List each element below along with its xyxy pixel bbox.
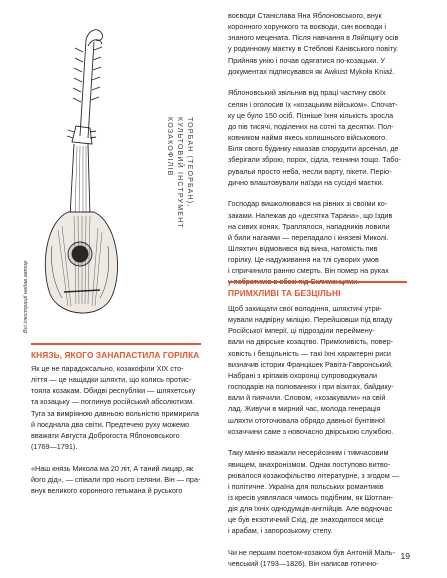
- caption-line: КОЗАКОФІЛІВ: [166, 117, 173, 177]
- paragraph: [228, 198, 408, 287]
- text-line: зберігали зброю, порох, сідла, технини тощо. Табо-: [228, 155, 401, 165]
- illustration-credit: Всі ілюстрації надав автор: [23, 260, 29, 333]
- text-line: знаного мецената. Після навчання в Ляйпцигу осів: [228, 33, 399, 43]
- text-line: воєводи Станіслава Яна Яблоновського, внук: [228, 11, 382, 20]
- text-line: Набрані з кріпаків охоронці супроводжували: [228, 370, 377, 380]
- text-line: його дід», — співали про нього селяни. Він — пра-: [31, 474, 201, 484]
- text-line: й поєднала два світи. Предтечею руху можемо: [31, 419, 190, 429]
- text-line: внук великого коронного гетьмана й руського: [31, 486, 183, 496]
- text-line: вали й пиячили. Словом, «козакували» на свій: [228, 393, 386, 403]
- page-number: 19: [400, 551, 410, 561]
- text-line: та козацьку — поглинув російський абсолютизм.: [31, 397, 195, 407]
- text-line: ковником наймя якесь колишнього військового.: [228, 133, 388, 143]
- text-line: чевський (1793—1826). Він написав готично-: [228, 559, 379, 569]
- text-line: Російської імперії, ці підрозділи переймену-: [228, 326, 375, 336]
- section-heading: КНЯЗЬ, ЯКОГО ЗАНАПАСТИЛА ГОРІЛКА: [31, 350, 200, 360]
- right-column-bottom: [228, 303, 408, 569]
- right-column-top: [228, 10, 408, 288]
- text-line: Як це не парадоксально, козакофіли XIX сто-: [31, 364, 184, 373]
- text-line: горілку. Це надуживання на тлі суворих умов: [228, 255, 379, 265]
- paragraph: [31, 363, 201, 452]
- text-line: Біля свого будинку наказав спорудити арсенал, де: [228, 144, 399, 154]
- text-line: визначив історик Францішек Равіта-Гавронський.: [228, 359, 393, 369]
- text-line: Таку манію вважали несерйозним і тимчасовим: [228, 448, 389, 458]
- illustration-caption: [164, 117, 194, 327]
- text-line: дично влаштовували наїзди на сусідні маєтки.: [228, 177, 384, 187]
- text-line: ховість і безцільність — такі їхні характерні риси: [228, 348, 391, 358]
- left-column: [31, 363, 201, 496]
- text-line: на сивих конях. Траплялося, нападників ловили: [228, 221, 390, 231]
- text-line: Яблоновський звільнив від праці частину своїх: [228, 88, 386, 98]
- paragraph: [228, 447, 408, 536]
- text-line: дія для їхніх однодумців-англійців. Але водночас: [228, 504, 393, 514]
- text-line: Щоб захищати свої володіння, шляхтичі утри-: [228, 304, 383, 313]
- text-line: Господар вишколювався на рівних зі своїми ко-: [228, 199, 388, 209]
- text-line: шляхти ототочювала обрядо давньої бунтівної: [228, 415, 386, 425]
- text-line: селян і оголосив їх «козацьким військом». Спочат-: [228, 99, 398, 109]
- text-line: козаччини саме з новочасно двірською службою.: [228, 426, 394, 436]
- text-line: і арабам, і запорозькому степу.: [228, 526, 333, 536]
- caption-line: КУЛЬТОВИЙ ІНСТРУМЕНТ: [176, 117, 183, 229]
- section-heading: ПРИМХЛИВІ ТА БЕЗЦІЛЬНІ: [228, 288, 341, 298]
- text-line: коронного хорунжого та воєводи, син воєводи і: [228, 22, 386, 32]
- text-line: явищем, анахронізмом. Однак поступово витво-: [228, 459, 391, 469]
- text-line: документах підписувався як Awkust Mykoła Kniaź.: [228, 66, 395, 76]
- paragraph: [31, 463, 201, 496]
- text-line: у родинному маєтку в Стеблові Канівського повіту.: [228, 44, 399, 54]
- text-line: ліття — це нащадки шляхти, що колись протис-: [31, 375, 192, 385]
- text-line: це був екзотичний Схід, де знаходилося місце: [228, 515, 384, 525]
- text-line: заками. Належав до «десятка Тарана», що їздив: [228, 210, 393, 220]
- text-line: Туга за вимріяною давньою вольністю примирила: [31, 408, 199, 418]
- text-line: «Наш князь Микола ма 20 літ, А таний лицар, як: [31, 463, 194, 473]
- paragraph: [228, 87, 408, 187]
- text-line: (1769—1791).: [31, 442, 78, 452]
- text-line: господарів на полюваннях і при візитах, байдику-: [228, 382, 394, 392]
- text-line: ку це було 150 осіб. Пізніше їхня кількість зросла: [228, 110, 394, 120]
- text-line: із кресів уявлялася чимось подібним, як Шотлан-: [228, 493, 394, 502]
- section-divider: [228, 281, 407, 283]
- text-line: Прийняв унію і почав одягатися по-козацьки. У: [228, 55, 385, 65]
- text-line: рювалося козакофільство літературне, з згодом —: [228, 470, 399, 480]
- text-line: Чи не першим поетом-козаком був Антоній Маль-: [228, 548, 395, 558]
- text-line: рувальи просто неба, несли варту, пікети. Періо-: [228, 166, 392, 176]
- text-line: Шляхтич відмовився від вина, натомість пив: [228, 243, 378, 253]
- section-divider: [31, 343, 201, 345]
- text-line: вважати Августа Доброгоста Яблоновського: [31, 430, 180, 440]
- text-line: тояла козакам. Обидві республіки — шляхетську: [31, 386, 196, 396]
- caption-line: ТОРБАН (ТЕОРБАН),: [186, 117, 193, 208]
- text-line: і політичне. Україна для польських романтиків: [228, 481, 384, 491]
- text-line: мували надвірну міліцію. Перейшовши під владу: [228, 315, 393, 325]
- paragraph: [228, 547, 408, 569]
- text-line: лад. Живучи в мирний час, молода генерація: [228, 404, 381, 414]
- text-line: вали на двірське козацтво. Примхливість, повер-: [228, 337, 394, 347]
- text-line: до пів тисячі, поділених на сотні та десятки. Пол-: [228, 121, 394, 131]
- text-line: і спричинило ранню смерть. Він помер на руках: [228, 266, 389, 276]
- torban-illustration: [28, 16, 128, 336]
- paragraph: [228, 10, 408, 77]
- paragraph: [228, 303, 408, 437]
- text-line: й били нагаями — перепадало і князеві Миколі.: [228, 232, 389, 242]
